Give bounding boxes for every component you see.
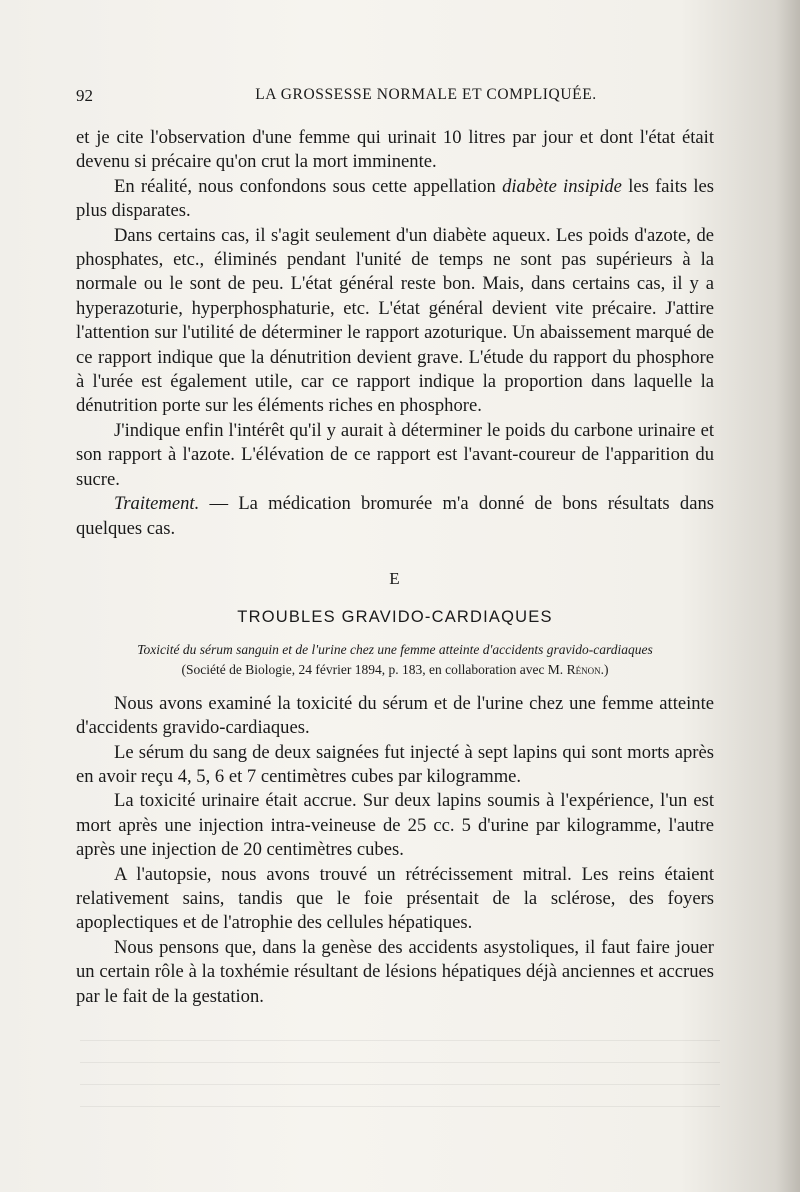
page-header (76, 86, 716, 110)
paragraph (76, 492, 714, 541)
reference-author: Rénon (566, 661, 601, 677)
paragraph: Le sérum du sang de deux saignées fut injecté à sept lapins qui sont morts après en avoir reçu 4, 5, 6 et 7 centimètres cubes par kilogramme. (76, 741, 714, 787)
paragraph-text: les faits les plus disparates. (76, 175, 715, 222)
paragraph: Nous avons examiné la toxicité du sérum et de l'urine chez une femme atteinte d'accidents gravido-cardiaques. (76, 692, 714, 739)
section-reference (76, 640, 714, 680)
paragraph: La toxicité urinaire était accrue. Sur deux lapins soumis à l'expérience, l'un est mort après une injection intra-veineuse de 25 cc. 5 d'urine par kilogramme, l'autre après une injection de 20 centimètres cubes. (76, 790, 714, 861)
reference-source-suffix: .) (600, 661, 609, 677)
paragraph: J'indique enfin l'intérêt qu'il y aurait à déterminer le poids du carbone urinaire et son rapport à l'azote. L'élévation de ce rapport est l'avant-coureur de l'apparition du sucre. (76, 419, 714, 490)
paragraph: Dans certains cas, il s'agit seulement d'un diabète aqueux. Les poids d'azote, de phosphates, etc., éliminés pendant l'unité de temps ne sont pas supérieurs à la normale ou le sont de peu. L'état général reste bon. Mais, dans certains cas, il y a hyperazoturie, hyperphosphaturie, etc. L'état général devient vite précaire. J'attire l'attention sur l'utilité de déterminer le rapport azoturique. Un abaissement marqué de ce rapport indique que la dénutrition devient grave. L'étude du rapport du phosphore à l'urée est également utile, car ce rapport indique la proportion dans laquelle la dénutrition porte sur les éléments riches en phosphore. (76, 224, 714, 417)
reference-source (76, 660, 714, 680)
page-number: 92 (76, 86, 93, 105)
paragraph-text: En réalité, nous confondons sous cette appellation (114, 175, 496, 197)
running-head: LA GROSSESSE NORMALE ET COMPLIQUÉE. (255, 86, 597, 103)
section-letter: E (389, 568, 401, 588)
paragraph: et je cite l'observation d'une femme qui urinait 10 litres par jour et dont l'état était devenu si précaire qu'on crut la mort imminente. (76, 127, 714, 173)
paragraph-text: — La médication bromurée m'a donné de bons résultats dans quelques cas. (76, 493, 714, 539)
paragraph: A l'autopsie, nous avons trouvé un rétrécissement mitral. Les reins étaient relativement sains, tandis que le foie présentait de la sclérose, des foyers apoplectiques et de l'atrophie des cellules hépatiques. (76, 863, 714, 934)
paragraph: Nous pensons que, dans la genèse des accidents asystoliques, il faut faire jouer un certain rôle à la toxhémie résultant de lésions hépatiques déjà anciennes et accrues par le fait de la gestation. (76, 936, 714, 1007)
italic-term: diabète insipide (502, 175, 622, 197)
spacer (76, 680, 714, 692)
section-title: TROUBLES GRAVIDO-CARDIAQUES (237, 608, 553, 627)
show-through-texture (80, 1040, 720, 1120)
reference-title: Toxicité du sérum sanguin et de l'urine chez une femme atteinte d'accidents gravido-cardiaques (137, 641, 653, 657)
italic-heading: Traitement. (114, 493, 200, 515)
reference-source-prefix: (Société de Biologie, 24 février 1894, p. 183, en collaboration avec M. (181, 661, 564, 677)
paragraph (76, 175, 714, 224)
page-body (76, 126, 714, 1009)
